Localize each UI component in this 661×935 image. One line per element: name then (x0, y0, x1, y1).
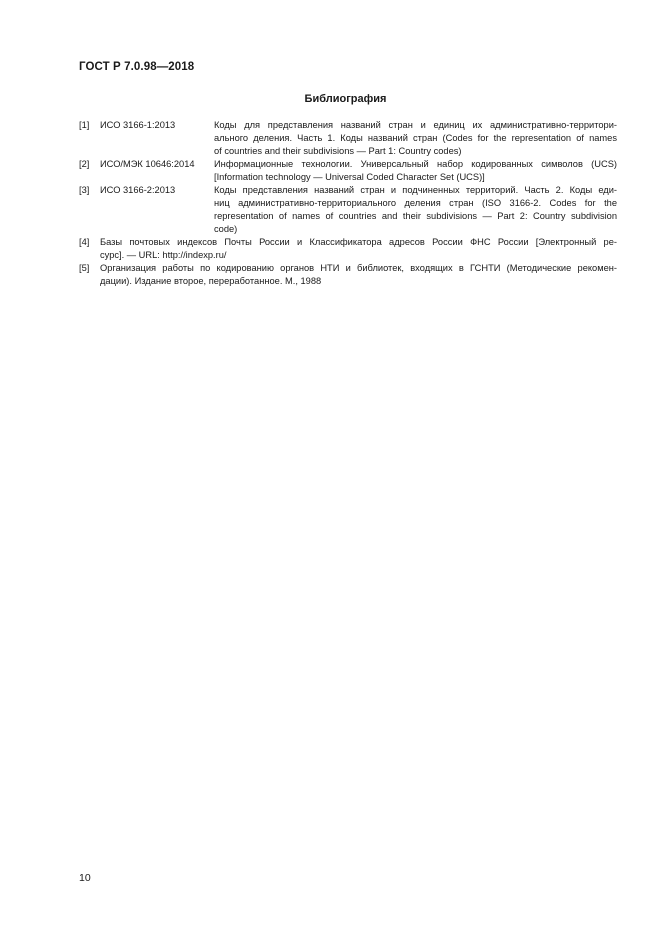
entry-text-line: Организация работы по кодированию органов НТИ и библиотек, входящих в ГСНТИ (Методические рекомен- (100, 263, 617, 273)
entry-text-line: сурс]. — URL: http://indexp.ru/ (100, 250, 227, 260)
entry-text-line: [Information technology — Universal Coded Character Set (UCS)] (214, 172, 485, 182)
entry-text (100, 236, 617, 262)
bibliography-entry (79, 158, 617, 184)
entry-text-line: representation of names of countries and their subdivisions — Part 2: Country subdivision (214, 211, 617, 221)
entry-text-line: of countries and their subdivisions — Part 1: Country codes) (214, 146, 462, 156)
bibliography-entry (79, 119, 617, 158)
entry-text (214, 119, 617, 158)
entry-text (214, 158, 617, 184)
entry-number: [2] (79, 159, 90, 169)
entry-text-line: Коды для представления названий стран и единиц их административно-территори- (214, 120, 617, 130)
entry-text (214, 184, 617, 236)
entry-text-line: ниц административно-территориального деления стран (ISO 3166-2. Codes for the (214, 198, 617, 208)
page-number: 10 (79, 872, 91, 884)
entry-standard-code: ИСО/МЭК 10646:2014 (100, 159, 195, 169)
bibliography-entry (79, 262, 617, 288)
entry-number: [1] (79, 120, 90, 130)
entry-text-line: Информационные технологии. Универсальный набор кодированных символов (UCS) (214, 159, 617, 169)
entry-number: [3] (79, 185, 90, 195)
entry-standard-code: ИСО 3166-2:2013 (100, 185, 176, 195)
entry-number: [5] (79, 263, 90, 273)
entry-standard-code: ИСО 3166-1:2013 (100, 120, 176, 130)
bibliography-entry (79, 184, 617, 236)
bibliography-entry (79, 236, 617, 262)
entry-text (100, 262, 617, 288)
document-header: ГОСТ Р 7.0.98—2018 (79, 61, 195, 73)
entry-text-line: code) (214, 224, 238, 234)
entry-text-line: ального деления. Часть 1. Коды названий стран (Codes for the representation of names (214, 133, 617, 143)
entry-text-line: Базы почтовых индексов Почты России и Классификатора адресов России ФНС России [Электронный ре- (100, 237, 617, 247)
section-title: Библиография (304, 93, 387, 105)
entry-text-line: дации). Издание второе, переработанное. М., 1988 (100, 276, 322, 286)
bibliography-list (79, 119, 617, 288)
entry-text-line: Коды представления названий стран и подчиненных территорий. Часть 2. Коды еди- (214, 185, 617, 195)
entry-number: [4] (79, 237, 90, 247)
